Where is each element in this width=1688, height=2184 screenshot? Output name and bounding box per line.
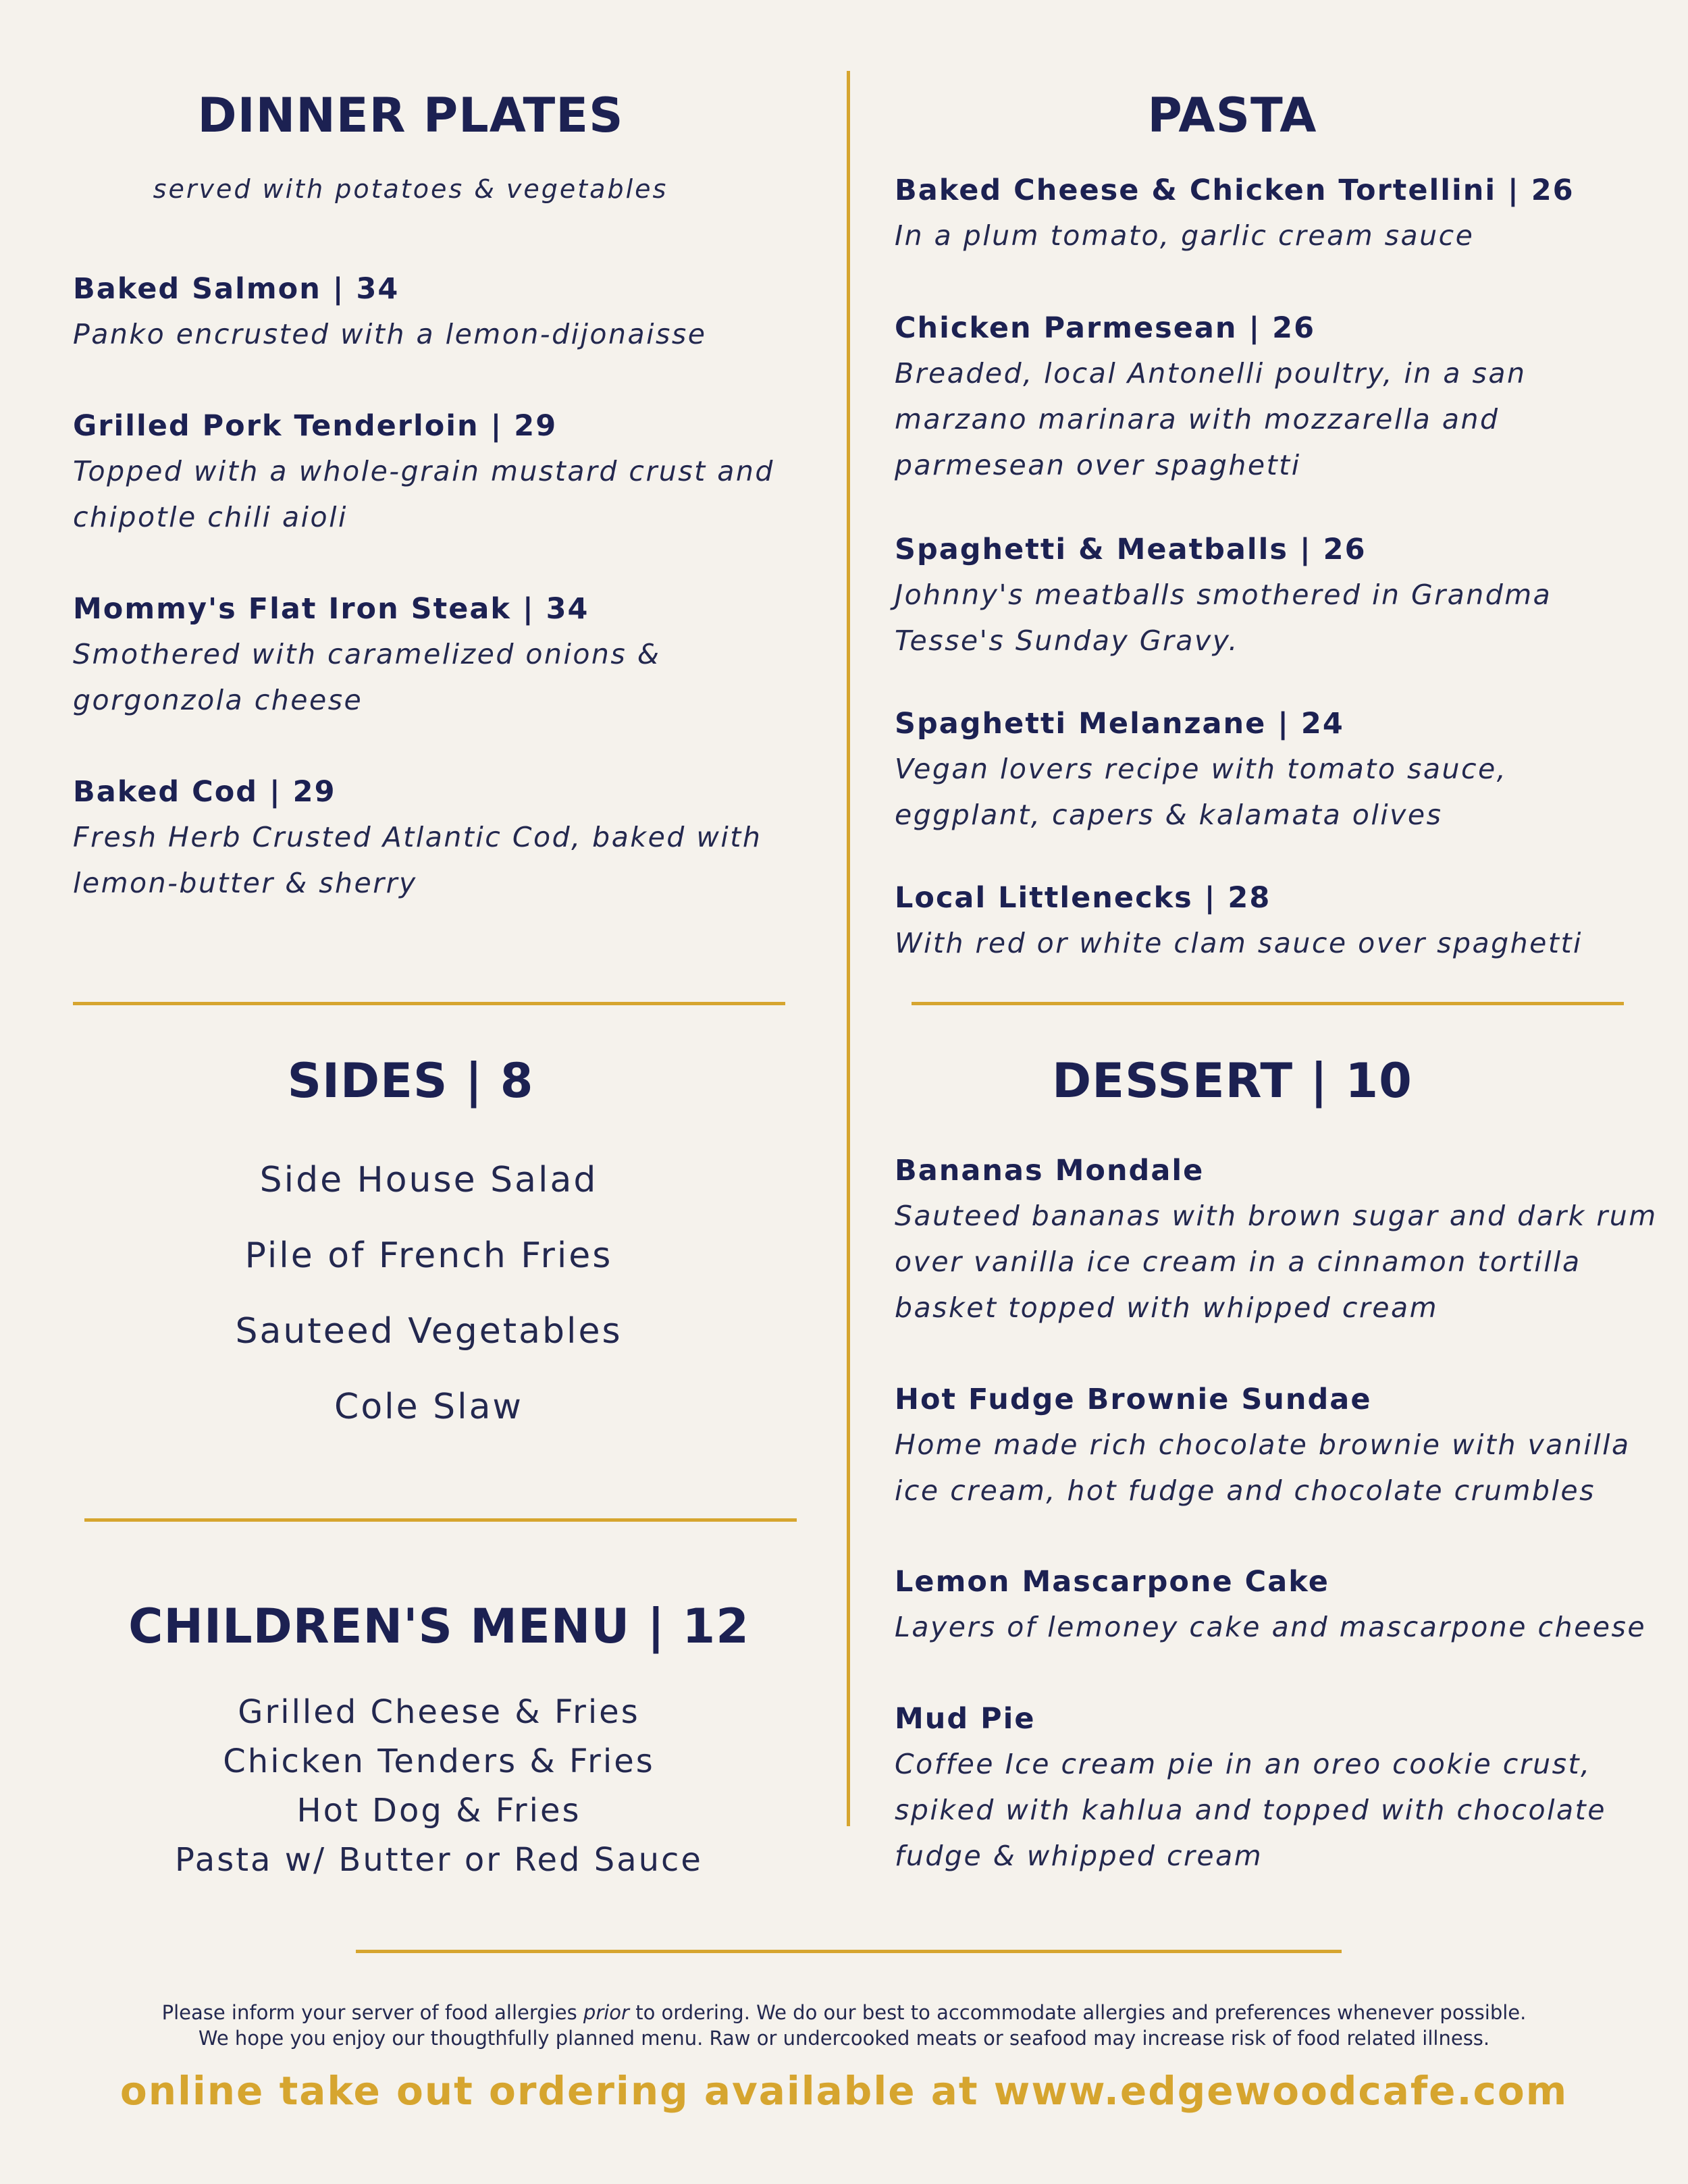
menu-item: [73, 409, 822, 540]
item-description: Panko encrusted with a lemon-dijonaisse: [73, 318, 707, 350]
item-name: Local Littlenecks | 28: [895, 881, 1271, 915]
item-description: Layers of lemoney cake and mascarpone cheese: [895, 1611, 1647, 1643]
menu-item: [895, 707, 1570, 838]
item-description: Smothered with caramelized onions & gorgonzola cheese: [73, 638, 661, 716]
item-description: Topped with a whole-grain mustard crust and chipotle chili aioli: [73, 455, 774, 533]
item-name: Mommy's Flat Iron Steak | 34: [73, 592, 589, 626]
item-name: Baked Cod | 29: [73, 775, 336, 809]
item-name: Baked Salmon | 34: [73, 272, 400, 306]
section-divider: [73, 1002, 785, 1005]
side-item: Cole Slaw: [334, 1387, 523, 1427]
item-description: In a plum tomato, garlic cream sauce: [895, 219, 1475, 252]
sides-heading: SIDES | 8: [287, 1053, 534, 1109]
allergy-notice-line-1: [68, 2000, 1620, 2025]
allergy-text: to ordering. We do our best to accommodate allergies and preferences whenever possible.: [629, 2001, 1527, 2024]
item-name: Mud Pie: [895, 1702, 1036, 1736]
childrens-item: Pasta w/ Butter or Red Sauce: [175, 1841, 703, 1879]
allergy-emphasis: prior: [583, 2001, 629, 2024]
menu-item: [895, 1702, 1644, 1879]
side-item: Pile of French Fries: [244, 1235, 613, 1276]
menu-item: [895, 1154, 1664, 1331]
menu-item: [73, 775, 822, 906]
menu-item: [895, 881, 1651, 966]
dinner-plates-heading: DINNER PLATES: [197, 88, 624, 143]
item-name: Spaghetti Melanzane | 24: [895, 707, 1344, 741]
item-description: With red or white clam sauce over spaghetti: [895, 927, 1583, 959]
item-description: Coffee Ice cream pie in an oreo cookie crust, spiked with kahlua and topped with chocolate fudge & whipped cream: [895, 1748, 1606, 1872]
allergy-text: Please inform your server of food allergies: [161, 2001, 583, 2024]
childrens-item: Chicken Tenders & Fries: [223, 1742, 655, 1780]
item-name: Chicken Parmesean | 26: [895, 311, 1316, 345]
item-description: Sauteed bananas with brown sugar and dark rum over vanilla ice cream in a cinnamon tortilla basket topped with whipped cream: [895, 1200, 1658, 1324]
side-item: Side House Salad: [259, 1160, 598, 1200]
section-divider: [912, 1002, 1624, 1005]
side-item: Sauteed Vegetables: [235, 1311, 623, 1352]
item-name: Hot Fudge Brownie Sundae: [895, 1383, 1372, 1416]
pasta-heading: PASTA: [1147, 88, 1317, 143]
item-name: Grilled Pork Tenderloin | 29: [73, 409, 558, 443]
item-name: Spaghetti & Meatballs | 26: [895, 533, 1367, 566]
item-name: Lemon Mascarpone Cake: [895, 1565, 1329, 1599]
menu-item: [73, 592, 822, 723]
item-description: Vegan lovers recipe with tomato sauce, eggplant, capers & kalamata olives: [895, 753, 1508, 831]
item-description: Home made rich chocolate brownie with vanilla ice cream, hot fudge and chocolate crumbles: [895, 1429, 1631, 1507]
item-description: Johnny's meatballs smothered in Grandma Tesse's Sunday Gravy.: [895, 579, 1552, 657]
dinner-plates-subtitle: served with potatoes & vegetables: [153, 174, 668, 204]
childrens-item: Hot Dog & Fries: [296, 1792, 581, 1830]
menu-item: [895, 1565, 1664, 1650]
menu-item: [895, 533, 1570, 664]
item-name: Baked Cheese & Chicken Tortellini | 26: [895, 174, 1575, 207]
footer-divider: [356, 1950, 1342, 1953]
menu-item: [73, 272, 822, 357]
menu-item: [895, 174, 1651, 259]
dessert-heading: DESSERT | 10: [1052, 1053, 1413, 1109]
menu-item: [895, 1383, 1644, 1514]
childrens-menu-heading: CHILDREN'S MENU | 12: [128, 1599, 749, 1654]
childrens-item: Grilled Cheese & Fries: [238, 1693, 640, 1731]
menu-item: [895, 311, 1570, 488]
allergy-notice-line-2: We hope you enjoy our thougthfully planned menu. Raw or undercooked meats or seafood may increase risk of food related illness.: [198, 2027, 1490, 2050]
online-ordering-link[interactable]: online take out ordering available at www.edgewoodcafe.com: [120, 2068, 1568, 2114]
item-description: Fresh Herb Crusted Atlantic Cod, baked with lemon-butter & sherry: [73, 821, 762, 899]
section-divider: [84, 1518, 797, 1522]
item-name: Bananas Mondale: [895, 1154, 1205, 1188]
allergy-notice: [68, 2000, 1620, 2051]
item-description: Breaded, local Antonelli poultry, in a san marzano marinara with mozzarella and parmesean over spaghetti: [895, 357, 1527, 481]
column-divider: [847, 71, 850, 1826]
childrens-menu-list: [68, 1688, 810, 1885]
